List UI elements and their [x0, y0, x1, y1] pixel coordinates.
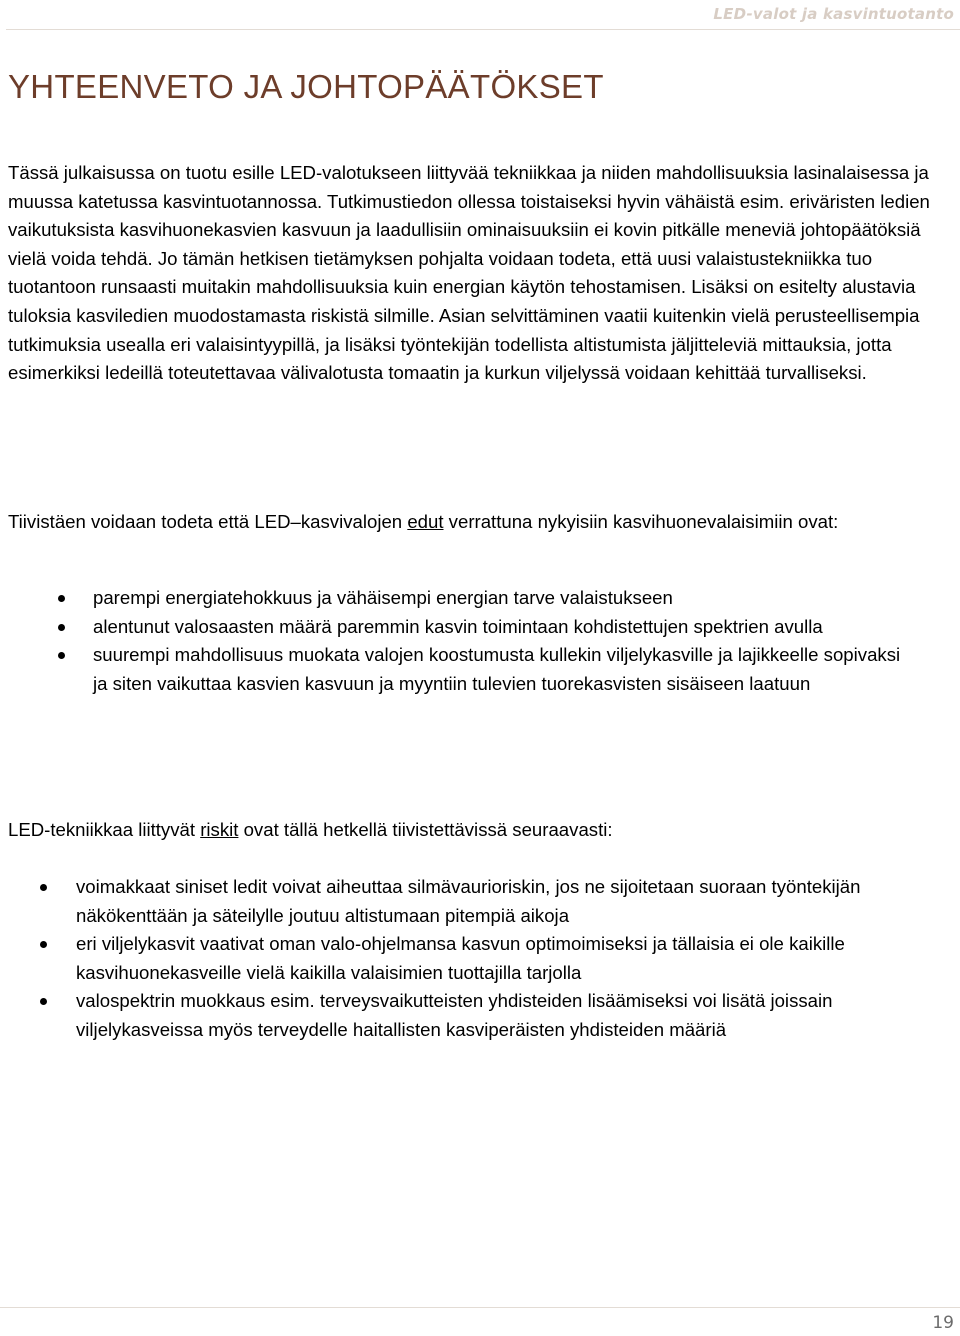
footer-divider — [0, 1307, 960, 1308]
advantages-intro-start: Tiivistäen voidaan todeta että LED–kasvivalojen — [8, 511, 408, 532]
risks-keyword: riskit — [200, 819, 239, 840]
list-item-text: suurempi mahdollisuus muokata valojen koostumusta kullekin viljelykasville ja lajikkeelle sopivaksi ja siten vaikuttaa kasvien kasvuun ja myyntiin tulevien tuorekasvisten sisäiseen laatuun — [93, 644, 901, 694]
bullet-icon — [40, 998, 47, 1005]
list-item — [76, 930, 954, 987]
risks-intro — [8, 816, 956, 845]
intro-paragraph: Tässä julkaisussa on tuotu esille LED-valotukseen liittyvää tekniikkaa ja niiden mahdollisuuksia lasinalaisessa ja muussa katetussa kasvintuotannossa. Tutkimustiedon ollessa toistaiseksi hyvin vähäistä esim. eriväristen ledien vaikutuksista kasvihuonekasvien kasvuun ja laadullisiin ominaisuuksiin ei kovin pitkälle meneviä johtopäätöksiä vielä voida tehdä. Jo tämän hetkisen tietämyksen pohjalta voidaan todeta, että uusi valaistustekniikka tuo tuotantoon runsaasti muitakin mahdollisuuksia kuin energian käytön tehostamisen. Lisäksi on esitelty alustavia tuloksia kasviledien muodostamasta riskistä silmille. Asian selvittäminen vaatii kuitenkin vielä perusteellisempia tutkimuksia usealla eri valaisintyypillä, ja lisäksi työntekijän todellista altistumista jäljitteleviä mittauksia, jotta esimerkiksi ledeillä toteutettavaa välivalotusta tomaatin ja kurkun viljelyssä voidaan kehittää turvalliseksi. — [8, 162, 930, 384]
risks-list — [76, 873, 954, 1045]
list-item-text: voimakkaat siniset ledit voivat aiheuttaa silmävaurioriskin, jos ne sijoitetaan suoraan työntekijän näkökenttään ja säteilylle joutuu altistumaan pitempiä aikoja — [76, 876, 861, 926]
running-header: LED-valot ja kasvintuotanto — [713, 5, 954, 23]
bullet-icon — [58, 624, 65, 631]
list-item — [93, 613, 913, 642]
advantages-intro — [8, 508, 956, 537]
bullet-icon — [58, 595, 65, 602]
risks-intro-end: ovat tällä hetkellä tiivistettävissä seuraavasti: — [238, 819, 613, 840]
advantages-keyword: edut — [407, 511, 444, 532]
bullet-icon — [40, 884, 47, 891]
list-item — [93, 641, 913, 698]
list-item — [76, 873, 954, 930]
page-number: 19 — [932, 1313, 954, 1333]
bullet-icon — [58, 652, 65, 659]
advantages-list — [93, 584, 913, 698]
list-item-text: eri viljelykasvit vaativat oman valo-ohjelmansa kasvun optimoimiseksi ja tällaisia ei ole kaikille kasvihuonekasveille vielä kaikilla valaisimien tuottajilla tarjolla — [76, 933, 845, 983]
list-item — [93, 584, 913, 613]
section-title: YHTEENVETO JA JOHTOPÄÄTÖKSET — [8, 68, 604, 105]
advantages-intro-end: verrattuna nykyisiin kasvihuonevalaisimiin ovat: — [443, 511, 839, 532]
list-item — [76, 987, 954, 1044]
risks-intro-start: LED-tekniikkaa liittyvät — [8, 819, 201, 840]
list-item-text: valospektrin muokkaus esim. terveysvaikutteisten yhdisteiden lisäämiseksi voi lisätä joissain viljelykasveissa myös terveydelle haitallisten kasviperäisten yhdisteiden määriä — [76, 990, 833, 1040]
header-divider — [6, 29, 960, 30]
list-item-text: alentunut valosaasten määrä paremmin kasvin toimintaan kohdistettujen spektrien avulla — [93, 615, 823, 637]
bullet-icon — [40, 941, 47, 948]
list-item-text: parempi energiatehokkuus ja vähäisempi energian tarve valaistukseen — [93, 587, 673, 608]
